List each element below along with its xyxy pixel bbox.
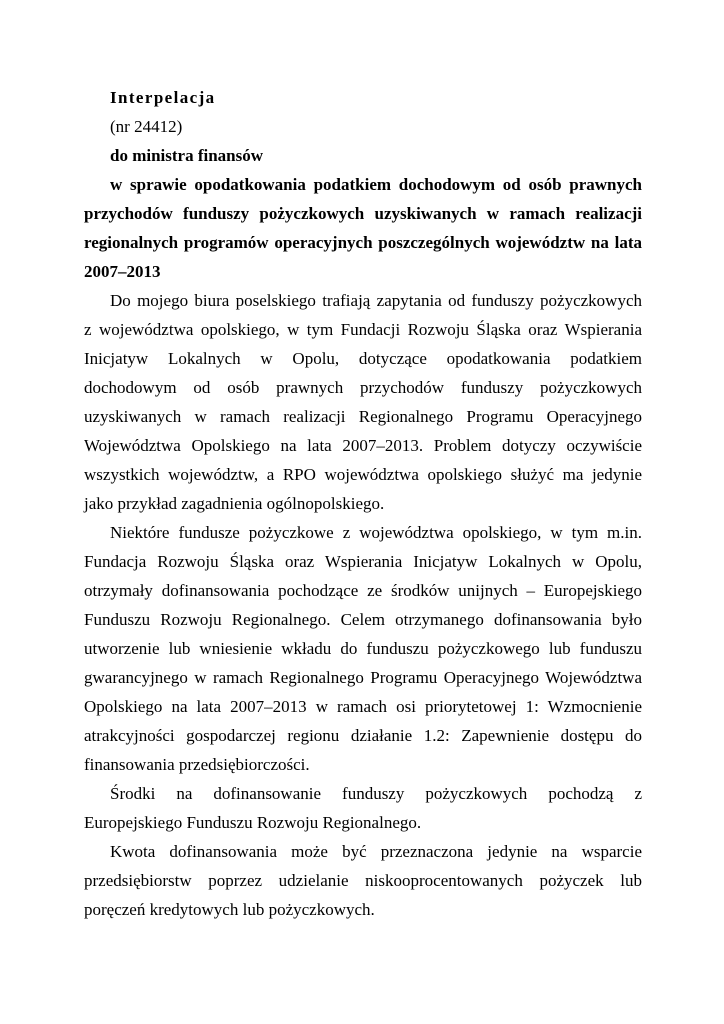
paragraph-line: przedsiębiorstw poprzez udzielanie niskooprocentowanych pożyczek lub (84, 871, 642, 890)
paragraph-line: dochodowym od osób prawnych przychodów funduszy pożyczkowych (84, 378, 642, 397)
paragraph-line: finansowania przedsiębiorczości. (84, 755, 310, 774)
subject-line: w sprawie opodatkowania podatkiem dochodowym od osób prawnych (110, 175, 642, 194)
paragraph-line: atrakcyjności gospodarczej regionu działanie 1.2: Zapewnienie dostępu do (84, 726, 642, 745)
subject-line: 2007–2013 (84, 262, 161, 281)
paragraph-line: Funduszu Rozwoju Regionalnego. Celem otrzymanego dofinansowania było (84, 610, 642, 629)
paragraph-line: z województwa opolskiego, w tym Fundacji Rozwoju Śląska oraz Wspierania (84, 320, 642, 339)
paragraph-line: Inicjatyw Lokalnych w Opolu, dotyczące opodatkowania podatkiem (84, 349, 642, 368)
paragraph-1 (84, 286, 642, 518)
paragraph-line: Europejskiego Funduszu Rozwoju Regionalnego. (84, 813, 422, 832)
paragraph-line: Kwota dofinansowania może być przeznaczona jedynie na wsparcie (110, 842, 642, 861)
subject-block (84, 170, 642, 286)
document-page (84, 83, 642, 924)
paragraph-line: wszystkich województw, a RPO województwa opolskiego służyć ma jedynie (84, 465, 642, 484)
paragraph-line: otrzymały dofinansowania pochodzące ze środków unijnych – Europejskiego (84, 581, 642, 600)
paragraph-line: Opolskiego na lata 2007–2013 w ramach osi priorytetowej 1: Wzmocnienie (84, 697, 642, 716)
addressee: do ministra finansów (110, 146, 264, 165)
paragraph-line: uzyskiwanych w ramach realizacji Regionalnego Programu Operacyjnego (84, 407, 642, 426)
paragraph-line: Do mojego biura poselskiego trafiają zapytania od funduszy pożyczkowych (110, 291, 642, 310)
paragraph-line: utworzenie lub wniesienie wkładu do funduszu pożyczkowego lub funduszu (84, 639, 642, 658)
subject-line: regionalnych programów operacyjnych poszczególnych województw na lata (84, 233, 642, 252)
subject-line: przychodów funduszy pożyczkowych uzyskiwanych w ramach realizacji (84, 204, 642, 223)
paragraph-line: Niektóre fundusze pożyczkowe z województwa opolskiego, w tym m.in. (110, 523, 642, 542)
paragraph-4 (84, 837, 642, 924)
paragraph-line: poręczeń kredytowych lub pożyczkowych. (84, 900, 375, 919)
paragraph-line: Fundacja Rozwoju Śląska oraz Wspierania Inicjatyw Lokalnych w Opolu, (84, 552, 642, 571)
document-heading: Interpelacja (110, 88, 216, 107)
paragraph-line: Środki na dofinansowanie funduszy pożyczkowych pochodzą z (110, 784, 642, 803)
paragraph-2 (84, 518, 642, 779)
paragraph-3 (84, 779, 642, 837)
paragraph-line: Województwa Opolskiego na lata 2007–2013. Problem dotyczy oczywiście (84, 436, 642, 455)
paragraph-line: jako przykład zagadnienia ogólnopolskiego. (84, 494, 385, 513)
interpellation-number: (nr 24412) (110, 117, 183, 136)
paragraph-line: gwarancyjnego w ramach Regionalnego Programu Operacyjnego Województwa (84, 668, 642, 687)
